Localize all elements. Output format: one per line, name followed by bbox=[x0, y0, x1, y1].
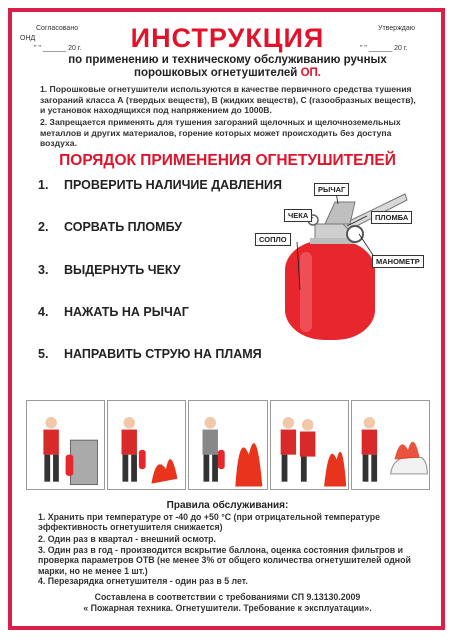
page-title: ИНСТРУКЦИЯ bbox=[130, 23, 325, 53]
head-shape bbox=[282, 417, 294, 429]
flame-shape bbox=[394, 442, 419, 460]
leg-shape bbox=[371, 455, 377, 482]
rule-1: 1. Хранить при температуре от -40 до +50 °С (при отрицательной температуре эффективность огнетушителя снижается) bbox=[38, 512, 381, 533]
step-number: 1. bbox=[38, 178, 49, 192]
collar-shape bbox=[310, 238, 354, 244]
extinguisher-body-shape bbox=[285, 240, 375, 340]
footer bbox=[0, 592, 455, 613]
torso-shape bbox=[280, 430, 295, 455]
handle-shape bbox=[325, 202, 355, 224]
callout-nozzle: СОПЛО bbox=[255, 233, 291, 246]
step-number: 3. bbox=[38, 263, 49, 277]
flame-shape bbox=[324, 452, 346, 487]
flame-shape bbox=[236, 443, 263, 486]
head-shape bbox=[363, 417, 375, 429]
rule-4: 4. Перезарядка огнетушителя - один раз в 5 лет. bbox=[38, 576, 248, 586]
callout-lever: РЫЧАГ bbox=[314, 183, 349, 196]
step-text: СОРВАТЬ ПЛОМБУ bbox=[64, 220, 183, 234]
step-text: ПРОВЕРИТЬ НАЛИЧИЕ ДАВЛЕНИЯ bbox=[64, 178, 282, 192]
two-persons-icon bbox=[271, 401, 348, 489]
callout-pin: ЧЕКА bbox=[284, 209, 312, 222]
leg-shape bbox=[204, 455, 210, 482]
step-number: 2. bbox=[38, 220, 49, 234]
torso-shape bbox=[361, 430, 376, 455]
section-title: ПОРЯДОК ПРИМЕНЕНИЯ ОГНЕТУШИТЕЛЕЙ bbox=[59, 152, 396, 169]
footer-line-1: Составлена в соответствии с требованиями СП 9.13130.2009 bbox=[94, 592, 361, 602]
intro-paragraph-1: 1. Порошковые огнетушители используются в качестве первичного средства тушения загораний класса А (твердых веществ), В (жидких веществ), С (газообразных веществ), и установок находящихся под напряжением до 1000В. bbox=[40, 84, 416, 115]
subtitle-line-2-text: порошковых огнетушителей bbox=[134, 67, 301, 79]
head-shape bbox=[301, 419, 313, 431]
rule-3: 3. Один раз в год - производится вскрытие баллона, оценка состояния фильтров и проверка параметров ОТВ (не менее 3% от общего количества огнетушителей одной марки, но не менее 1 шт.) bbox=[38, 545, 411, 576]
leg-shape bbox=[44, 455, 50, 482]
torso-shape bbox=[203, 430, 218, 455]
person-flame-icon bbox=[189, 401, 266, 489]
car-shape bbox=[390, 458, 427, 474]
approval-left-org: ОНД bbox=[20, 35, 36, 42]
torso-shape bbox=[43, 430, 58, 455]
leg-shape bbox=[362, 455, 368, 482]
head-shape bbox=[124, 417, 136, 429]
step-1 bbox=[38, 178, 282, 192]
leg-shape bbox=[53, 455, 59, 482]
panel-check-pressure bbox=[26, 400, 105, 490]
step-number: 5. bbox=[38, 347, 49, 361]
torso-shape bbox=[122, 430, 137, 455]
subtitle-line-2 bbox=[40, 67, 415, 80]
approval-left-label: Согласовано bbox=[36, 25, 79, 32]
head-shape bbox=[45, 417, 57, 429]
leg-shape bbox=[123, 455, 129, 482]
step-text: НАЖАТЬ НА РЫЧАГ bbox=[64, 305, 189, 319]
approval-right-date: " " ______ 20 г. bbox=[360, 45, 408, 52]
step-number: 4. bbox=[38, 305, 49, 319]
gauge-shape bbox=[347, 226, 363, 242]
torso-shape bbox=[300, 431, 315, 456]
panel-break-seal bbox=[107, 400, 186, 490]
leg-shape bbox=[213, 455, 219, 482]
subtitle bbox=[40, 54, 415, 80]
approval-left-date: " " ______ 20 г. bbox=[34, 45, 82, 52]
intro-paragraph-2: 2. Запрещается применять для тушения загораний щелочных и щелочноземельных металлов и других материалов, горение которых может происходить без доступа воздуха. bbox=[40, 117, 401, 148]
body-highlight-shape bbox=[300, 252, 312, 332]
panel-aim-stream bbox=[351, 400, 430, 490]
person-flame-icon bbox=[108, 401, 185, 489]
procedure-panels bbox=[26, 400, 430, 490]
leg-shape bbox=[131, 455, 137, 482]
step-text: НАПРАВИТЬ СТРУЮ НА ПЛАМЯ bbox=[64, 347, 262, 361]
panel-pull-pin bbox=[188, 400, 267, 490]
head-shape bbox=[205, 417, 217, 429]
extinguisher-shape bbox=[66, 455, 74, 476]
subtitle-line-1: по применению и техническому обслуживанию ручных bbox=[68, 54, 387, 66]
person-extinguisher-icon bbox=[27, 401, 104, 489]
step-4 bbox=[38, 305, 189, 319]
extinguisher-shape bbox=[139, 450, 146, 469]
step-3 bbox=[38, 263, 181, 277]
callout-gauge: МАНОМЕТР bbox=[372, 255, 424, 268]
footer-line-2: « Пожарная техника. Огнетушители. Требование к эксплуатации». bbox=[83, 602, 372, 613]
flame-shape bbox=[152, 459, 178, 484]
rules-title: Правила обслуживания: bbox=[166, 500, 289, 511]
subtitle-type-code: ОП. bbox=[300, 67, 321, 79]
cabinet-shape bbox=[70, 440, 97, 484]
step-5 bbox=[38, 347, 262, 361]
rule-2: 2. Один раз в квартал - внешний осмотр. bbox=[38, 534, 216, 544]
callout-seal: ПЛОМБА bbox=[371, 211, 412, 224]
step-text: ВЫДЕРНУТЬ ЧЕКУ bbox=[64, 263, 181, 277]
step-2 bbox=[38, 220, 182, 234]
leg-shape bbox=[281, 455, 287, 482]
extinguisher-shape bbox=[218, 450, 225, 469]
approval-right-label: Утверждаю bbox=[378, 25, 415, 32]
panel-press-lever bbox=[270, 400, 349, 490]
person-car-icon bbox=[352, 401, 429, 489]
leg-shape bbox=[301, 457, 307, 482]
